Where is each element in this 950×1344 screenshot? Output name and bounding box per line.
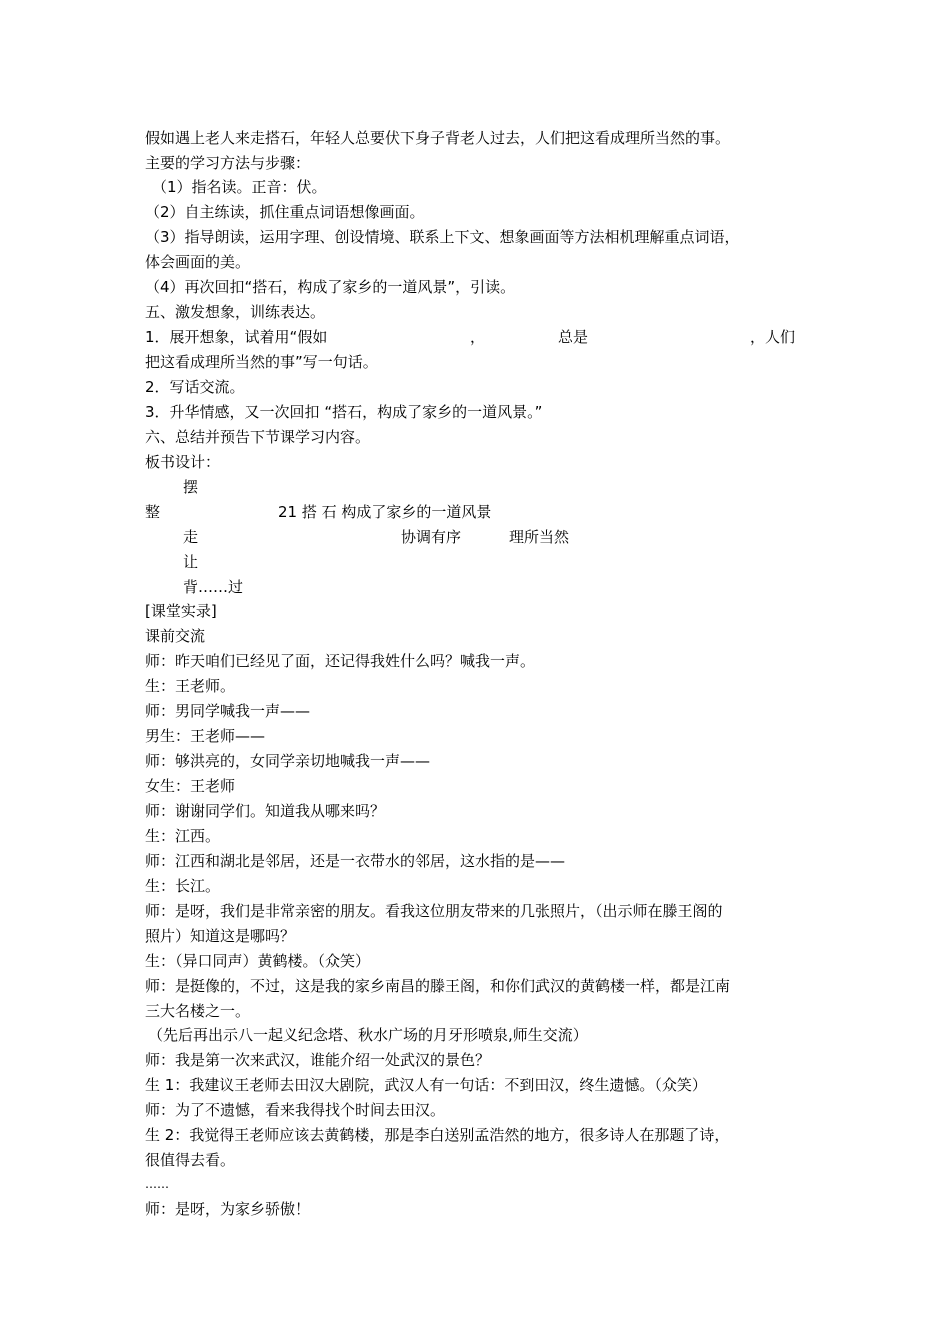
text-line: 2．写话交流。 [145,378,245,396]
fill-in-comma: ， [470,328,486,346]
dialogue-line: 三大名楼之一。 [145,1002,251,1020]
dialogue-line: 照片）知道这是哪吗？ [145,927,296,945]
board-title: 21 搭 石 构成了家乡的一道风景 [278,503,492,521]
board-verb: 摆 [183,478,199,496]
stage-note: （先后再出示八一起义纪念塔、秋水广场的月牙形喷泉,师生交流） [148,1026,588,1044]
dialogue-line: 师：男同学喊我一声—— [145,702,311,720]
dialogue-line: 师：为了不遗憾，看来我得找个时间去田汉。 [145,1101,446,1119]
text-line: 3．升华情感，又一次回扣 “搭石，构成了家乡的一道风景。” [145,403,543,421]
section-heading: [课堂实录] [145,602,217,620]
dialogue-line: 师：江西和湖北是邻居，还是一衣带水的邻居，这水指的是—— [145,852,566,870]
dialogue-line: 生：长江。 [145,877,221,895]
text-line: （2）自主练读，抓住重点词语想像画面。 [145,203,425,221]
dialogue-line: 很值得去看。 [145,1151,236,1169]
board-verb: 整 [145,503,161,521]
dialogue-line: 师：是挺像的，不过，这是我的家乡南昌的滕王阁，和你们武汉的黄鹤楼一样，都是江南 [145,977,731,995]
dialogue-line: 生：（异口同声）黄鹤楼。（众笑） [145,952,371,970]
dialogue-line: 女生：王老师 [145,777,236,795]
board-phrase: 协调有序 [401,528,462,546]
dialogue-line: 师：够洪亮的，女同学亲切地喊我一声—— [145,752,431,770]
text-line: 六、总结并预告下节课学习内容。 [145,428,371,446]
dialogue-line: 生 1：我建议王老师去田汉大剧院，武汉人有一句话：不到田汉，终生遗憾。（众笑） [145,1076,707,1094]
subsection-heading: 课前交流 [145,627,206,645]
text-line: 体会画面的美。 [145,253,251,271]
fill-in-suffix: ，人们 [750,328,796,346]
text-line: 假如遇上老人来走搭石，年轻人总要伏下身子背老人过去，人们把这看成理所当然的事。 [145,129,731,147]
dialogue-line: 生：王老师。 [145,677,236,695]
dialogue-line: 师：是呀，为家乡骄傲！ [145,1200,311,1218]
dialogue-line: 师：谢谢同学们。知道我从哪来吗？ [145,802,386,820]
ellipsis-line: …… [145,1177,169,1191]
fill-in-prefix: 1．展开想象，试着用“假如 [145,328,328,346]
board-verb: 背……过 [183,578,244,596]
dialogue-line: 男生：王老师—— [145,727,266,745]
dialogue-line: 生 2：我觉得王老师应该去黄鹤楼，那是李白送别孟浩然的地方，很多诗人在那题了诗， [145,1126,730,1144]
text-line: 板书设计： [145,453,221,471]
board-phrase: 理所当然 [509,528,570,546]
text-line: （1）指名读。正音：伏。 [152,178,327,196]
text-line: （3）指导朗读，运用字理、创设情境、联系上下文、想象画面等方法相机理解重点词语， [145,228,740,246]
fill-in-middle: 总是 [558,328,589,346]
text-line: 把这看成理所当然的事”写一句话。 [145,353,378,371]
text-line: 主要的学习方法与步骤： [145,154,311,172]
dialogue-line: 师：是呀，我们是非常亲密的朋友。看我这位朋友带来的几张照片，（出示师在滕王阁的 [145,902,723,920]
text-line: （4）再次回扣“搭石，构成了家乡的一道风景”，引读。 [145,278,516,296]
text-line: 五、激发想象，训练表达。 [145,303,326,321]
board-verb: 让 [183,553,199,571]
dialogue-line: 生：江西。 [145,827,221,845]
board-verb: 走 [183,528,199,546]
dialogue-line: 师：我是第一次来武汉，谁能介绍一处武汉的景色？ [145,1051,491,1069]
dialogue-line: 师：昨天咱们已经见了面，还记得我姓什么吗？喊我一声。 [145,652,536,670]
